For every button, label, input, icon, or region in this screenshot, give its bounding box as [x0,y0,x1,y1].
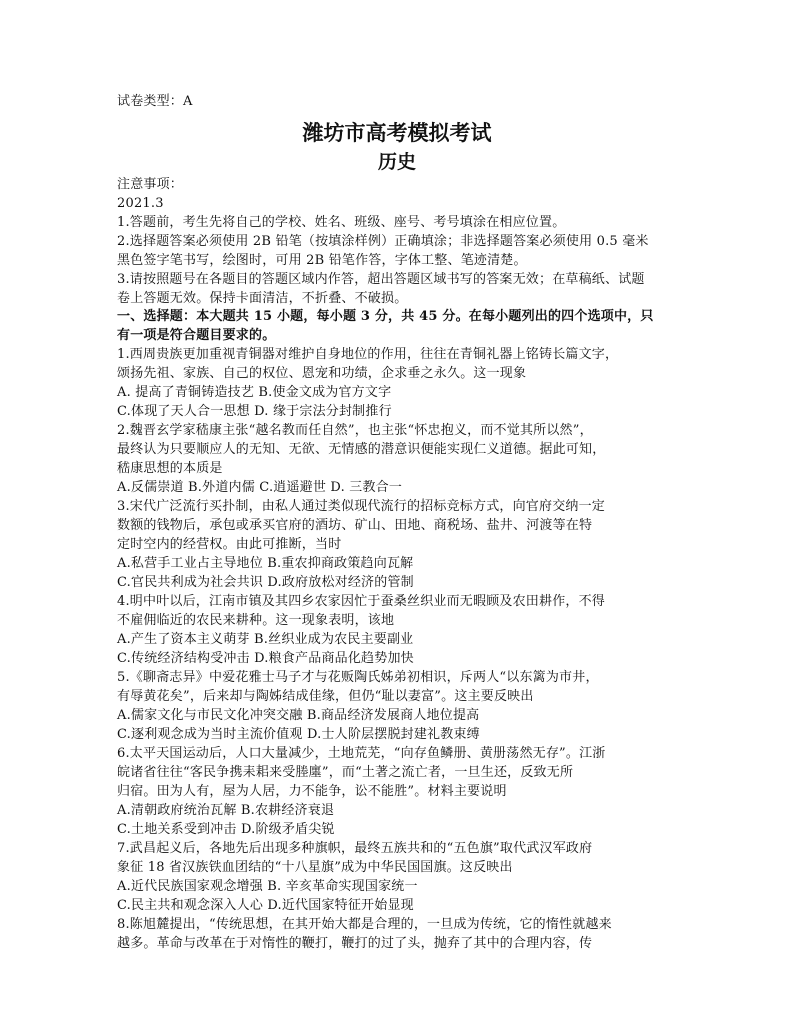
question-line: 6.太平天国运动后，人口大量减少，土地荒芜，“向存鱼鳞册、黄册荡然无存”。江浙 [117,746,606,761]
question-line: 定时空内的经营权。由此可推断，当时 [117,537,342,552]
option-line: A.近代民族国家观念增强 B. 辛亥革命实现国家统一 [117,879,418,894]
note-line: 卷上答题无效。保持卡面清洁，不折叠、不破损。 [117,291,408,306]
question-line: 5.《聊斋志异》中爱花雅士马子才与花贩陶氏姊弟初相识，斥两人“以东篱为市井， [117,670,599,685]
question-line: 2.魏晋玄学家嵇康主张“越名教而任自然”，也主张“怀忠抱义，而不觉其所以然”， [117,423,593,438]
question-line: 归宿。田为人有，屋为人居，力不能争，讼不能胜”。材料主要说明 [117,784,507,799]
option-line: C.逐利观念成为当时主流价值观 D.士人阶层摆脱封建礼教束缚 [117,727,480,742]
question-line: 8.陈旭麓提出，“传统思想，在其开始大都是合理的，一旦成为传统，它的惰性就越来 [117,917,612,932]
exam-date: 2021.3 [117,196,164,211]
question-line: 不雇佣临近的农民来耕种。这一现象表明，该地 [117,613,395,628]
question-line: 最终认为只要顺应人的无知、无欲、无情感的潜意识便能实现仁义道德。据此可知， [117,442,606,457]
question-line: 皖诸省往往“客民争携耒耜来受塍廛”，而“土著之流亡者，一旦生还，反致无所 [117,765,574,780]
note-line: 3.请按照题号在各题目的答题区域内作答，超出答题区域书写的答案无效；在草稿纸、试题 [117,272,645,287]
option-line: C.官民共利成为社会共识 D.政府放松对经济的管制 [117,575,414,590]
option-line: A.私营手工业占主导地位 B.重农抑商政策趋向瓦解 [117,556,414,571]
paper-type: 试卷类型：A [117,94,193,109]
question-line: 7.武昌起义后，各地先后出现多种旗帜，最终五族共和的“五色旗”取代武汉军政府 [117,841,593,856]
question-line: 1.西周贵族更加重视青铜器对维护自身地位的作用，往往在青铜礼器上铭铸长篇文字， [117,347,619,362]
option-line: A.儒家文化与市民文化冲突交融 B.商品经济发展商人地位提高 [117,708,480,723]
section-heading: 有一项是符合题目要求的。 [117,328,276,343]
note-line: 1.答题前，考生先将自己的学校、姓名、班级、座号、考号填涂在相应位置。 [117,215,566,230]
option-line: C.土地关系受到冲击 D.阶级矛盾尖锐 [117,822,335,837]
option-line: A.产生了资本主义萌芽 B.丝织业成为农民主要副业 [117,632,414,647]
option-line: A.清朝政府统治瓦解 B.农耕经济衰退 [117,803,335,818]
option-line: A. 提高了青铜铸造技艺 B.使金文成为官方文字 [117,385,392,400]
question-line: 数额的钱物后，承包或承买官府的酒坊、矿山、田地、商税场、盐井、河渡等在特 [117,518,593,533]
question-line: 颂扬先祖、家族、自己的权位、恩宠和功绩，企求垂之永久。这一现象 [117,366,527,381]
question-line: 象征 18 省汉族铁血团结的“十八星旗”成为中华民国国旗。这反映出 [117,860,513,875]
option-line: C.传统经济结构受冲击 D.粮食产品商品化趋势加快 [117,651,414,666]
notes-heading: 注意事项： [117,177,184,192]
option-line: A.反儒崇道 B.外道内儒 C.逍遥避世 D. 三教合一 [117,480,403,495]
note-line: 黑色签字笔书写，绘图时，可用 2B 铅笔作答，字体工整、笔迹清楚。 [117,253,527,268]
question-line: 越多。革命与改革在于对惰性的鞭打，鞭打的过了头，抛弃了其中的合理内容，传 [117,936,593,951]
section-heading: 一、选择题：本大题共 15 小题，每小题 3 分，共 45 分。在每小题列出的四个选项中，只 [117,309,654,324]
note-line: 2.选择题答案必须使用 2B 铅笔（按填涂样例）正确填涂；非选择题答案必须使用 0.5 毫米 [117,234,649,249]
subject-title: 历史 [377,151,416,173]
option-line: C.体现了天人合一思想 D. 缘于宗法分封制推行 [117,404,392,419]
question-line: 4.明中叶以后，江南市镇及其四乡农家因忙于蚕桑丝织业而无暇顾及农田耕作，不得 [117,594,606,609]
exam-title: 潍坊市高考模拟考试 [302,120,492,145]
option-line: C.民主共和观念深入人心 D.近代国家特征开始显现 [117,898,414,913]
question-line: 嵇康思想的本质是 [117,461,223,476]
question-line: 有辱黄花矣”，后来却与陶姊结成佳缘，但仍“耻以妻富”。这主要反映出 [117,689,534,704]
question-line: 3.宋代广泛流行买扑制，由私人通过类似现代流行的招标竞标方式，向官府交纳一定 [117,499,606,514]
